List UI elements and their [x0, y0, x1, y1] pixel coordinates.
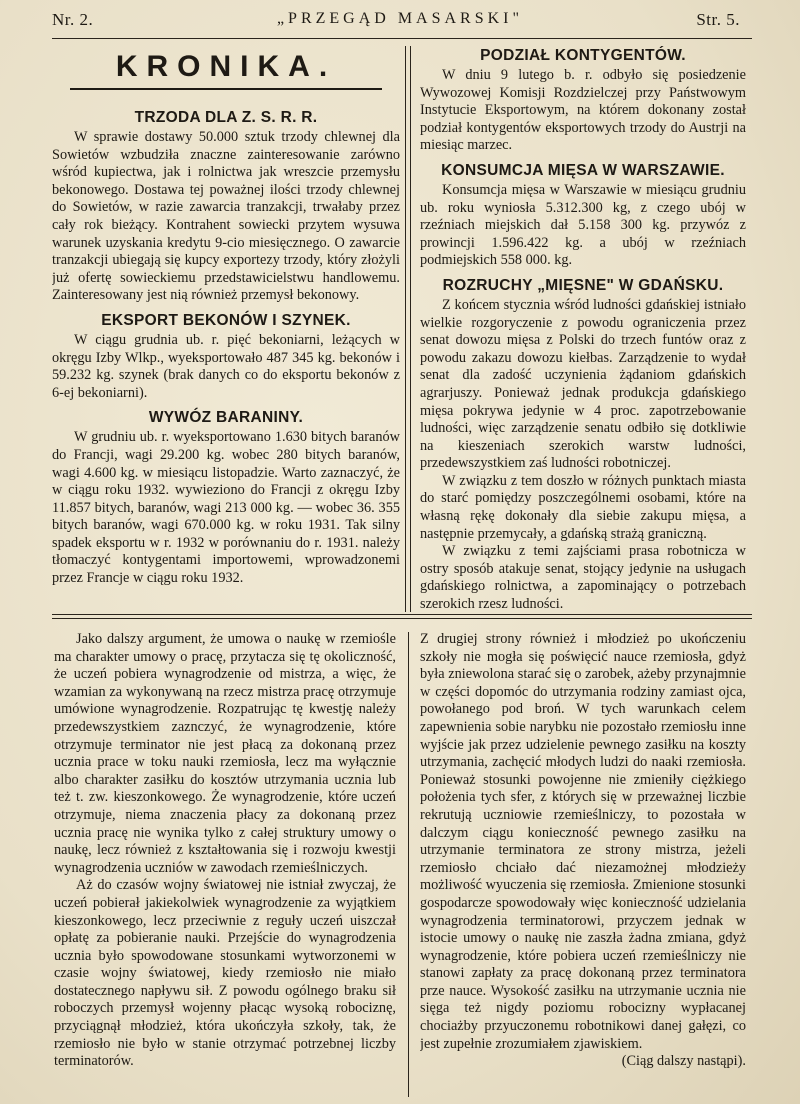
article-paragraph: W dniu 9 lutego b. r. odbyło się posiedzenie Wywozowej Komisji Rozdzielczej przy Państwowym Instytucie Eksportowym, na którem dokonany został podział kontygentów eksportowych trzody do Austrji na miesiąc marzec. [420, 67, 746, 154]
issue-number: Nr. 2. [52, 10, 94, 29]
continuation-note: (Ciąg dalszy nastąpi). [621, 1053, 746, 1070]
article-paragraph: Aż do czasów wojny światowej nie istniał zwyczaj, że uczeń pobierał jakiekolwiek wynagrodzenie za wyjątkiem kieszonkowego, lecz przeciwnie z reguły uczeń uiszczał opłatę za pobieranie nauki. Przejście do wynagrodzenia ucznia było spowodowane stosunkami wytworzonemi w czasie wojny światowej, kiedy rzemiosło nie miało dostatecznego napływu sił. Z powodu ogólnego braku sił roboczych przemysł wojenny płacąc wysoką robociznę, przyciągnął młodzież, która ukończyła szkoły, tak, że rzemiosło nie było w stanie otrzymać potrzebnej liczby terminatorów. [54, 877, 396, 1070]
article-paragraph: W związku z temi zajściami prasa robotnicza w ostry sposób atakuje senat, stojący jedynie na usługach gdańskiego rolnictwa, a zapominający o potrzebach szerokich rzesz ludności. [420, 543, 746, 613]
article-paragraph: Konsumcja mięsa w Warszawie w miesiącu grudniu ub. roku wyniosła 5.312.300 kg, z czego ubój w rzeźniach miejskich dał 5.158 300 kg. przywóz z prowincji 1.596.422 kg. a ubój w rzeźniach podmiejskich 558 000. kg. [420, 181, 746, 269]
column-divider [410, 46, 411, 612]
page-number: Str. 5. [696, 10, 740, 29]
article-paragraph: Z końcem stycznia wśród ludności gdańskiej istniało wielkie rozgoryczenie z powodu ograniczenia przez senat dowozu mięsa z Polski do trzech funtów oraz z powodu zakazu dowozu kiełbas. Zarządzenie to wydał senat dla zadość uczynienia żądaniom gdańskich agrarjuszy. Ponieważ jednak produkcja gdańskiego mięsa pokrywa jedynie w 4 proc. zapotrzebowanie ludności, więc zarządzenie senatu odbiło się dotkliwie na kieszeniach szerokich warstw ludności, przedewszystkiem zaś ludności robotniczej. [420, 296, 746, 472]
article-heading: KONSUMCJA MIĘSA W WARSZAWIE. [441, 161, 725, 179]
column-top-right [420, 46, 746, 614]
article [52, 311, 400, 402]
article-paragraph: W związku z tem doszło w różnych punktach miasta do starć pomiędzy poszczególnemi osobami, które na własną rękę dokonały dla siebie zakupu mięsa, a następnie przemycały, a gdańską strażą graniczną. [420, 472, 746, 542]
article [52, 108, 400, 305]
column-divider [408, 632, 409, 1097]
article [52, 408, 400, 587]
article-heading: EKSPORT BEKONÓW I SZYNEK. [101, 311, 351, 329]
column-top-left [52, 46, 400, 588]
article-heading: ROZRUCHY „MIĘSNE" W GDAŃSKU. [442, 276, 724, 294]
article-paragraph: Jako dalszy argument, że umowa o naukę w rzemiośle ma charakter umowy o pracę, przytacza się tę okoliczność, że uczeń pobiera wynagrodzenie od mistrza, a więc, że wzamian za wykonywaną na rzecz mistrza pracę otrzymuje umówione wynagrodzenie. Rozpatrując tę kwestję należy przedewszystkiem zaznczyć, że wynagrodzenie, które otrzymuje terminator nie jest płacą za dokonaną przez ucznia prace w toku nauki rzemiosła, lecz ma wyłącznie albo charakter zasiłku do kosztów utrzymania ucznia lub też t. zw. kieszonkowego. Że wynagrodzenie, które uczeń otrzymuje, niema znaczenia płacy za dokonaną przez ucznia pracę nie wynika tylko z całej struktury umowy o naukę, lecz również z kształtowania się i rozwoju kwestji wynagrodzenia uczniów w zawodach rzemieślniczych. [54, 631, 396, 876]
header-rule [52, 38, 752, 39]
section-masthead: KRONIKA. [115, 50, 337, 83]
publication-title: „PRZEGĄD MASARSKI" [276, 10, 524, 27]
article-paragraph: W ciągu grudnia ub. r. pięć bekoniarni, leżących w okręgu Izby Wlkp., wyeksportowało 487 345 kg. bekonów i 59.232 kg. szynek (brak danych co do eksportu bekonów z 6-ej bekoniarni). [52, 331, 400, 401]
article-paragraph: W grudniu ub. r. wyeksportowano 1.630 bitych baranów do Francji, wagi 29.200 kg. wobec 280 bitych baranów, wagi 4.600 kg. w miesiącu listopadzie. Warto zaznaczyć, że w ciągu roku 1932. wywieziono do Francji z okręgu Izby 11.857 bitych, baranów, wagi 213 000 kg. — wobec 36. 355 bitych baranów, wagi 670.000 kg. w roku 1931. Tak silny spadek eksportu w r. 1932 w porównaniu do r. 1931. należy tłomaczyć kontygentami importowemi, wprowadzonemi przez Francje w ciągu roku 1932. [52, 429, 400, 587]
column-divider [405, 46, 406, 612]
article [420, 276, 746, 614]
column-bottom-left [54, 631, 396, 1071]
article [420, 46, 746, 155]
article-heading: WYWÓZ BARANINY. [148, 409, 304, 427]
section-divider [52, 618, 752, 619]
column-bottom-right [420, 631, 746, 1071]
article-heading: TRZODA DLA Z. S. R. R. [134, 109, 318, 126]
article-paragraph: Z drugiej strony również i młodzież po ukończeniu szkoły nie mogła się poświęcić nauce rzemiosła, gdyż była zniewolona starać się o zarobek, ażeby przynajmnie w części dopomóc do utrzymania rodziny zamiast ojca, powołanego pod broń. W tych warunkach celem zapewnienia sobie narybku nie pozostało rzemiosłu inne wyjście jak przez udzielenie pewnego zasiłku na koszty utrzymania, zachęcić młodych ludzi do naaki rzemiosła. Ponieważ stosunki powojenne nie zmieniły ciężkiego położenia tych sfer, z których się w przeważnej liczbie rekrutują uczniowie rzemieślniczy, to pozostała w dalczym ciągu konieczność pewnego zasiłku na utrzymanie terminatora ze strony mistrza, jeżeli rzemiosło chciało dać niezamożnej młodzieży możliwość wyuczenia się rzemiosła. Zmienione stosunki gospodarcze spowodowały więc konieczność udzielania wynagrodzenia terminatorowi, przyczem jednak w istocie umowy o naukę nie zaszła żadna zmiana, gdyż wynagrodzenie, które pobiera uczeń rzemieślniczy nie stanowi zapłaty za pracę dokonaną przez terminatora prze nauce. Wysokość zasiłku na utrzymanie ucznia nie sięga też nigdy poziomu robocizny wypłacanej chociażby przyuczonemu robotnikowi danej gałęzi, co jest zupełnie zrozumiałem zjawiskiem. [420, 631, 746, 1052]
masthead-underline [70, 88, 382, 90]
section-divider [52, 614, 752, 615]
article-paragraph: W sprawie dostawy 50.000 sztuk trzody chlewnej dla Sowietów wzbudziła znaczne zainteresowanie zarówno wśród kupiectwa, jak i rolnictwa jak wreszcie przemysłu bekonowego. Dostawa tej poważnej ilości trzody chlewnej do Sowietów, w razie zawarcia tranzakcji, trwałaby przez cały rok bieżący. Kontrahent sowiecki przytem wysuwa warunek uzyskania kredytu 9-cio miesięcznego. O zawarcie tranzakcji ubiegają się kupcy exportezy trzody, który złożyli już ofertę sowieckiemu przedstawicielstwu handlowemu. Zainteresowany jest nią również przemysł bekonowy. [52, 129, 400, 304]
article [420, 161, 746, 270]
article-heading: PODZIAŁ KONTYGENTÓW. [480, 47, 686, 64]
